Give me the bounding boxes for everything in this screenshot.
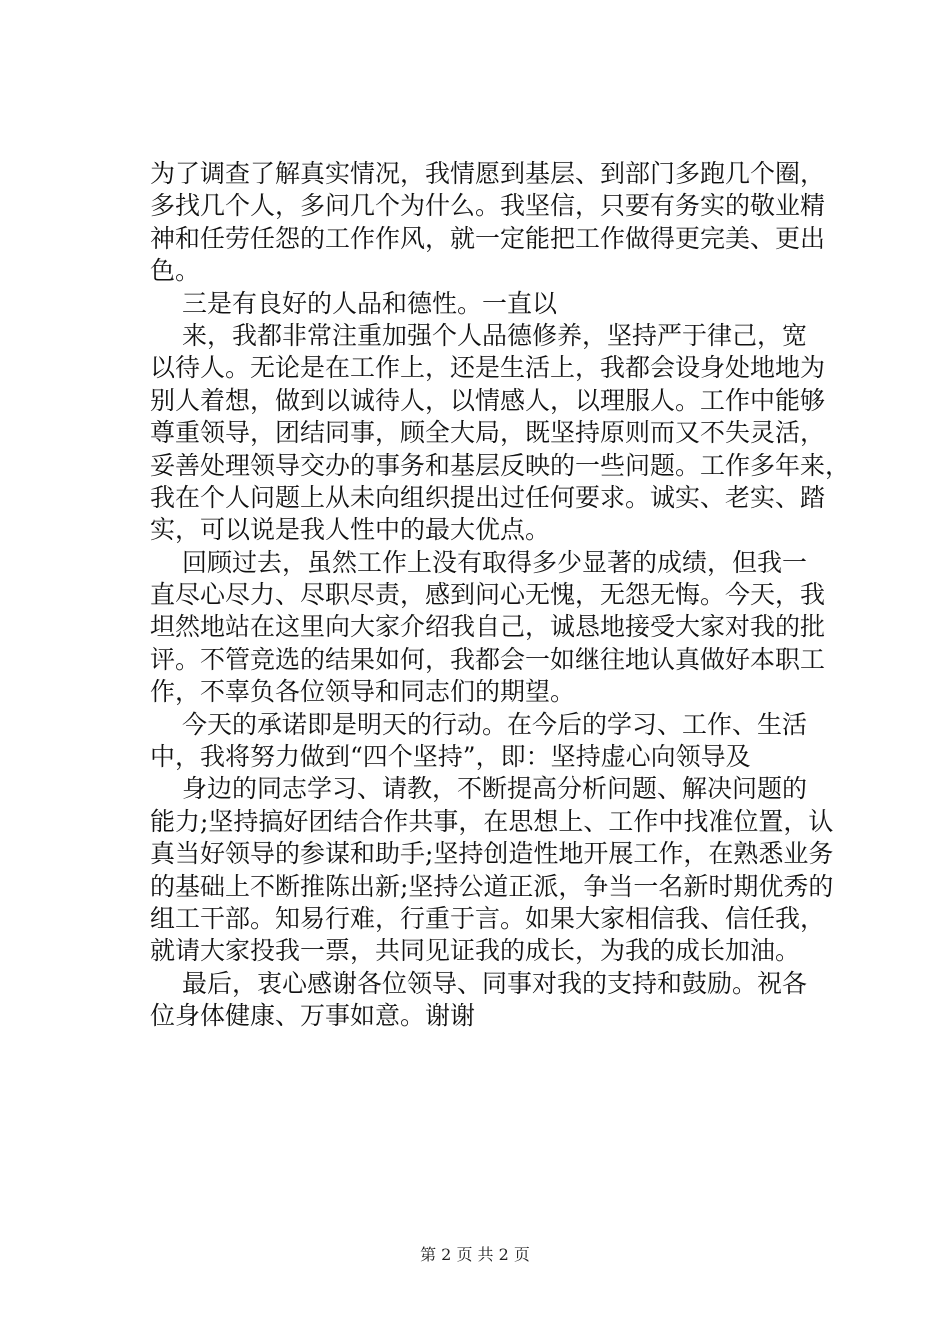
document-body: [150, 158, 851, 1033]
text-line: 今天的承诺即是明天的行动。在今后的学习、工作、生活: [182, 709, 808, 739]
text-line: 直尽心尽力、尽职尽责，感到问心无愧，无怨无悔。今天，我: [150, 580, 826, 610]
text-line: 实，可以说是我人性中的最大优点。: [150, 515, 551, 545]
text-line: 多找几个人，多问几个为什么。我坚信，只要有务实的敬业精: [150, 191, 826, 221]
text-line: 评。不管竞选的结果如何，我都会一如继往地认真做好本职工: [150, 644, 826, 674]
text-line: 中，我将努力做到“四个坚持”，即：坚持虚心向领导及: [150, 742, 751, 772]
text-line: 色。: [150, 256, 201, 286]
text-line: 身边的同志学习、请教，不断提高分析问题、解决问题的: [182, 774, 808, 804]
text-line: 位身体健康、万事如意。谢谢: [150, 1001, 476, 1031]
text-line: 尊重领导，团结同事，顾全大局，既坚持原则而又不失灵活，: [150, 418, 826, 448]
text-line: 三是有良好的人品和德性。一直以: [182, 288, 558, 318]
text-line: 来，我都非常注重加强个人品德修养，坚持严于律己，宽: [182, 320, 808, 350]
text-line: 真当好领导的参谋和助手;坚持创造性地开展工作，在熟悉业务: [150, 839, 834, 869]
text-line: 组工干部。知易行难，行重于言。如果大家相信我、信任我，: [150, 903, 826, 933]
text-line: 我在个人问题上从未向组织提出过任何要求。诚实、老实、踏: [150, 482, 826, 512]
text-line: 神和任劳任怨的工作作风，就一定能把工作做得更完美、更出: [150, 223, 826, 253]
text-line: 为了调查了解真实情况，我情愿到基层、到部门多跑几个圈，: [150, 159, 826, 188]
text-line: 能力;坚持搞好团结合作共事，在思想上、工作中找准位置，认: [150, 806, 834, 836]
text-line: 妥善处理领导交办的事务和基层反映的一些问题。工作多年来，: [150, 450, 851, 480]
text-line: 以待人。无论是在工作上，还是生活上，我都会设身处地地为: [150, 353, 826, 383]
text-line: 坦然地站在这里向大家介绍我自己，诚恳地接受大家对我的批: [150, 612, 826, 642]
text-line: 就请大家投我一票，共同见证我的成长，为我的成长加油。: [150, 936, 801, 966]
page-number-label: 第 2 页 共 2 页: [420, 1245, 530, 1264]
text-line: 别人着想，做到以诚待人，以情感人，以理服人。工作中能够: [150, 385, 826, 415]
text-line: 最后，衷心感谢各位领导、同事对我的支持和鼓励。祝各: [182, 968, 808, 998]
text-line: 回顾过去，虽然工作上没有取得多少显著的成绩，但我一: [182, 547, 808, 577]
page-footer: [0, 1242, 950, 1265]
text-line: 的基础上不断推陈出新;坚持公道正派，争当一名新时期优秀的: [150, 871, 834, 901]
text-line: 作，不辜负各位领导和同志们的期望。: [150, 677, 576, 707]
